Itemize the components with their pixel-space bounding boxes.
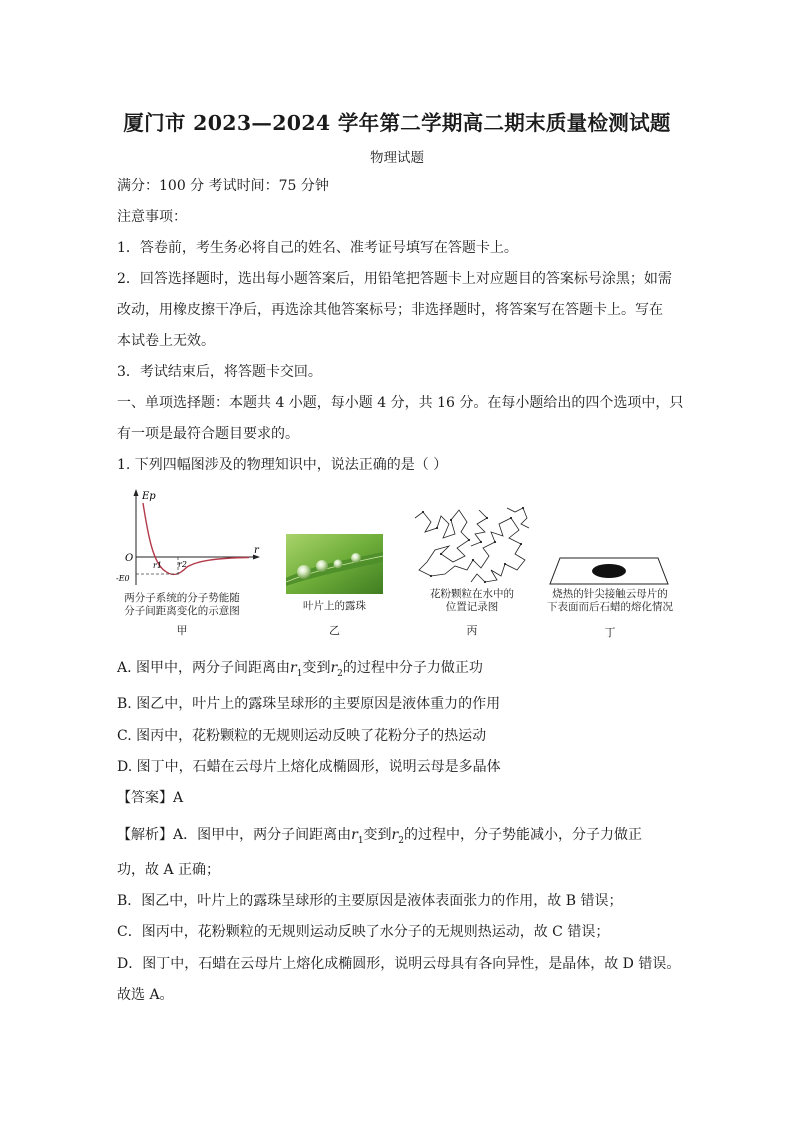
- e0-label: -E0: [116, 574, 130, 583]
- analysis-change-word: 变到: [363, 827, 392, 843]
- r2-symbol: r: [330, 660, 338, 676]
- figure-ding-label: 丁: [604, 626, 616, 639]
- figure-yi-caption: 叶片上的露珠: [303, 600, 366, 612]
- figure-yi-label: 乙: [329, 624, 340, 637]
- r1-symbol: r: [290, 660, 297, 676]
- figure-bing-caption-line-1: 花粉颗粒在水中的: [430, 588, 514, 600]
- origin-label: O: [125, 553, 134, 564]
- analysis-r2-subscript: 2: [398, 835, 404, 846]
- mica-wax-diagram: [548, 556, 670, 586]
- option-b: B. 图乙中，叶片上的露珠呈球形的主要原因是液体重力的作用: [117, 696, 501, 712]
- option-a-text-post: 的过程中分子力做正功: [342, 660, 483, 676]
- analysis-a-text-post: 的过程中，分子势能减小，分子力做正: [403, 827, 642, 843]
- leaf-dew-photo: [286, 534, 383, 594]
- figure-ding-caption-line-1: 烧热的针尖接触云母片的: [552, 588, 668, 600]
- analysis-c: C．图丙中，花粉颗粒的无规则运动反映了水分子的无规则热运动，故 C 错误；: [117, 924, 610, 940]
- figure-bing-label: 丙: [466, 624, 478, 637]
- note-item-2-line-1: 2．回答选择题时，选出每小题答案后，用铅笔把答题卡上对应题目的答案标号涂黑；如需: [117, 271, 672, 287]
- r1-label: r1: [153, 561, 162, 570]
- r1-subscript: 1: [296, 668, 303, 679]
- analysis-a-text-pre: 【解析】A．图甲中，两分子间距离由: [117, 827, 352, 843]
- option-a-text-pre: A. 图甲中，两分子间距离由: [117, 660, 291, 676]
- figure-jia-caption-line-1: 两分子系统的分子势能随: [124, 592, 240, 604]
- potential-energy-graph: [115, 485, 265, 590]
- section-heading-line-2: 有一项是最符合题目要求的。: [117, 426, 299, 442]
- figure-bing-caption: [405, 588, 539, 614]
- analysis-a-line-1: [117, 825, 642, 851]
- analysis-a-line-2: 功，故 A 正确；: [117, 862, 221, 878]
- score-time-line: 满分：100 分 考试时间：75 分钟: [117, 178, 329, 194]
- figure-jia-caption-line-2: 分子间距离变化的示意图: [124, 605, 240, 617]
- option-c: C. 图丙中，花粉颗粒的无规则运动反映了花粉分子的热运动: [117, 728, 487, 744]
- section-heading-line-1: 一、单项选择题：本题共 4 小题，每小题 4 分，共 16 分。在每小题给出的四个选项中，只: [117, 395, 684, 411]
- figure-jia-label: 甲: [176, 624, 188, 637]
- exam-title: 厦门市 2023—2024 学年第二学期高二期末质量检测试题: [123, 111, 671, 135]
- brownian-motion-trace: [411, 504, 533, 586]
- analysis-r1-subscript: 1: [357, 835, 364, 846]
- analysis-r1-symbol: r: [351, 827, 358, 843]
- analysis-d: D．图丁中，石蜡在云母片上熔化成椭圆形，说明云母具有各向异性，是晶体，故 D 错误。: [117, 956, 681, 972]
- conclusion: 故选 A。: [117, 987, 174, 1003]
- figure-ding-caption: [540, 588, 680, 614]
- r2-label: r2: [178, 560, 187, 569]
- note-item-2-line-2: 改动，用橡皮擦干净后，再选涂其他答案标号；非选择题时，将答案写在答题卡上。写在: [117, 302, 663, 318]
- notes-heading: 注意事项：: [117, 209, 187, 225]
- r2-subscript: 2: [337, 668, 343, 679]
- note-item-3: 3．考试结束后，将答题卡交回。: [117, 364, 322, 380]
- option-d: D. 图丁中，石蜡在云母片上熔化成椭圆形，说明云母是多晶体: [117, 759, 501, 775]
- analysis-b: B．图乙中，叶片上的露珠呈球形的主要原因是液体表面张力的作用，故 B 错误；: [117, 893, 623, 909]
- note-item-2-line-3: 本试卷上无效。: [117, 333, 215, 349]
- exam-subtitle: 物理试题: [370, 150, 424, 166]
- question-1-stem: 1. 下列四幅图涉及的物理知识中，说法正确的是（ ）: [117, 457, 448, 473]
- note-item-1: 1．答卷前，考生务必将自己的姓名、准考证号填写在答题卡上。: [117, 240, 518, 256]
- change-word: 变到: [302, 660, 331, 676]
- analysis-r2-symbol: r: [391, 827, 399, 843]
- option-a: [117, 658, 483, 684]
- axis-y-label: Ep: [142, 491, 156, 502]
- axis-x-label: r: [254, 545, 259, 556]
- figure-ding-caption-line-2: 下表面而后石蜡的熔化情况: [547, 601, 673, 613]
- answer-line: 【答案】A: [117, 790, 184, 806]
- figure-bing-caption-line-2: 位置记录图: [445, 601, 499, 613]
- figure-jia-caption: [115, 592, 249, 618]
- question-1-figures: [0, 480, 794, 645]
